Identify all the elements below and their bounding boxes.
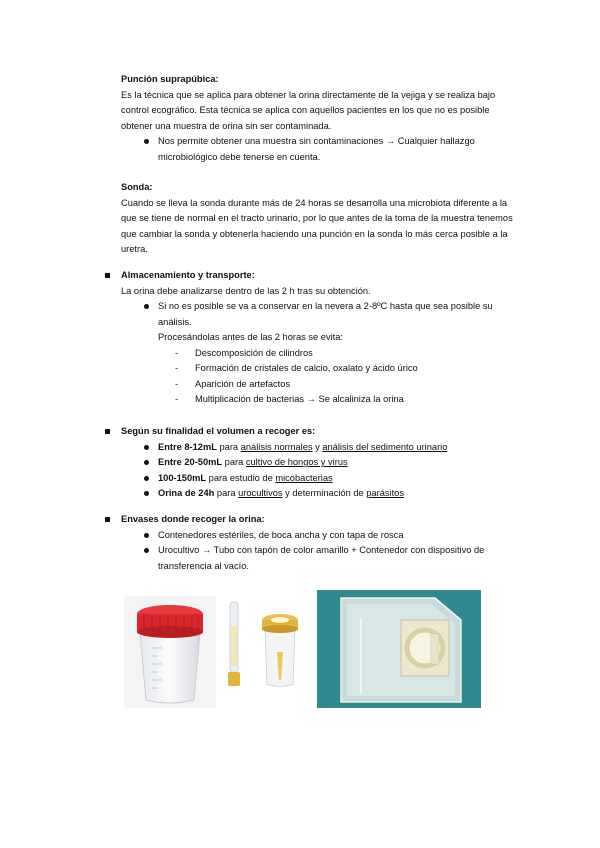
bullet-item: Entre 8-12mL para análisis normales y análisis del sedimento urinario — [121, 440, 513, 456]
sterile-container-red-cap-icon — [124, 596, 216, 708]
section-puncion — [121, 72, 513, 165]
dash-item: - Formación de cristales de calcio, oxalato y ácido úrico — [121, 361, 513, 377]
dash-item: - Descomposición de cilindros — [121, 346, 513, 362]
bullet-item: Si no es posible se va a conservar en la nevera a 2-8ºC hasta que sea posible su análisis. — [121, 299, 513, 330]
paragraph: Es la técnica que se aplica para obtener la orina directamente de la vejiga y se realiza bajo control ecográfico. Esta técnica se aplica con aquellos pacientes en los que no es posible obtener una muestra de orina sin ser contaminada. — [121, 89, 496, 131]
bullet-item: Urocultivo → Tubo con tapón de color amarillo + Contenedor con dispositivo de transferencia al vacío. — [121, 543, 513, 574]
bullet-item: Nos permite obtener una muestra sin contaminaciones → Cualquier hallazgo microbiológico debe tenerse en cuenta. — [121, 134, 513, 165]
section-title: Sonda: — [121, 182, 153, 192]
paragraph: Procesándolas antes de las 2 horas se evita: — [158, 332, 344, 342]
bullet-item: Entre 20-50mL para cultivo de hongos y virus — [121, 455, 513, 471]
section-title: Punción suprapúbica: — [121, 74, 219, 84]
bullet-item: Contenedores estériles, de boca ancha y con tapa de rosca — [121, 528, 513, 544]
urine-tube-and-vacuum-container-icon — [221, 596, 305, 708]
section-title: Almacenamiento y transporte: — [121, 268, 513, 284]
urine-collection-bag-icon — [317, 590, 481, 708]
bullet-item: Orina de 24h para urocultivos y determinación de parásitos — [121, 486, 513, 502]
paragraph: Cuando se lleva la sonda durante más de 24 horas se desarrolla una microbiota diferente a la que se tiene de normal en el tracto urinario, por lo que antes de la toma de la muestra tenemos que cambiar la sonda y obtenerla haciendo una punción en la sonda lo más cerca posible a la uretra. — [121, 197, 513, 254]
bullet-item: 100-150mL para estudio de micobacterias — [121, 471, 513, 487]
paragraph: La orina debe analizarse dentro de las 2 h tras su obtención. — [121, 285, 371, 296]
section-almacenamiento — [121, 268, 513, 408]
section-volumen — [121, 424, 513, 502]
section-title: Según su finalidad el volumen a recoger es: — [121, 424, 513, 440]
section-title: Envases donde recoger la orina: — [121, 512, 513, 528]
section-envases — [121, 512, 513, 574]
dash-item: - Aparición de artefactos — [121, 377, 513, 393]
dash-item: - Multiplicación de bacterias → Se alcaliniza la orina — [121, 392, 513, 408]
section-sonda — [121, 180, 513, 258]
